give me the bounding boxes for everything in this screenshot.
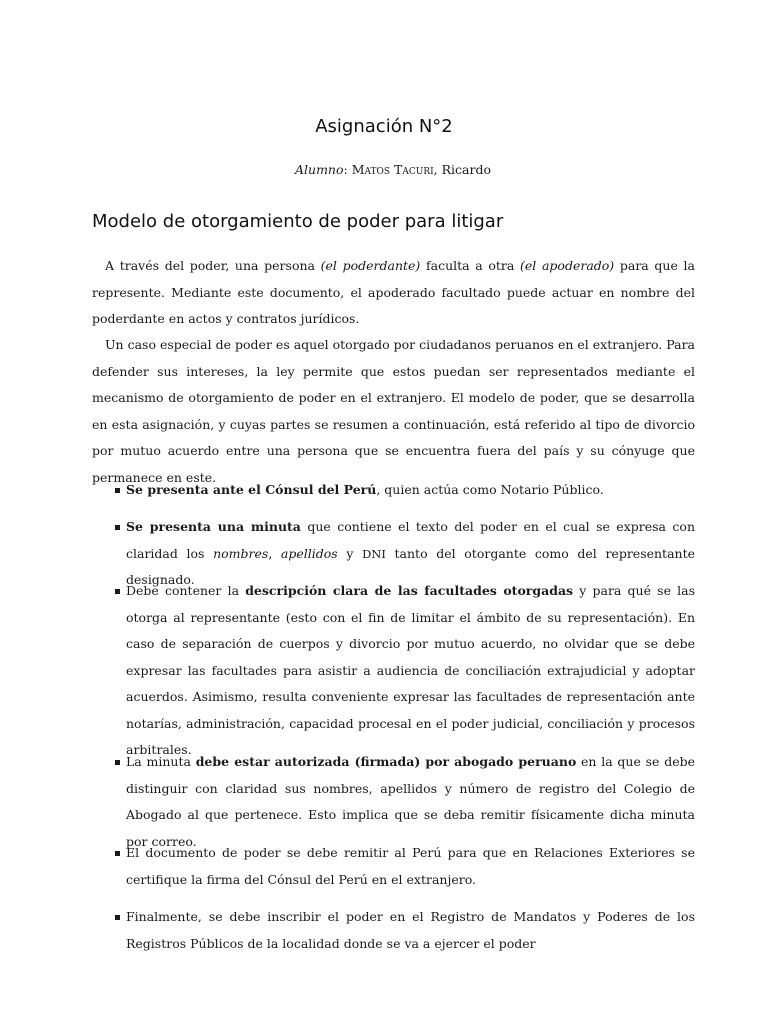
item-text: El documento de poder se debe remitir al Perú para que en Relaciones Exteriores se certifique la firma del Cónsul del Perú en el extranjero. (126, 845, 695, 887)
bullet-icon (115, 488, 120, 493)
item-text: y para qué se las otorga al representante (esto con el fin de limitar el ámbito de su representación). En caso de separación de cuerpos y divorcio por mutuo acuerdo, no olvidar que se debe expresar las facultades para asistir a audiencia de conciliación extrajudicial y adoptar acuerdos. Asimismo, resulta conveniente expresar las facultades de representación ante notarías, administración, capacidad procesal en el poder judicial, conciliación y procesos arbitrales. (126, 583, 695, 757)
list-item (126, 840, 695, 893)
item-text: Finalmente, se debe inscribir el poder en el Registro de Mandatos y Poderes de los Registros Públicos de la localidad donde se va a ejercer el poder (126, 909, 695, 951)
list-item (126, 904, 695, 957)
bullet-icon (115, 851, 120, 856)
list-item (126, 578, 695, 764)
paragraph-text: para que la represente. Mediante este documento, el apoderado facultado puede actuar en nombre del poderdante en actos y contratos jurídicos. (92, 258, 695, 326)
bullet-icon (115, 589, 120, 594)
document-title: Asignación N°2 (315, 116, 453, 137)
item-highlight: descripción clara de las facultades otorgadas (245, 583, 574, 598)
author-given-name: , Ricardo (433, 162, 491, 177)
item-text: que contiene el texto del poder en el cual se expresa con claridad los (126, 519, 695, 561)
author-line (0, 162, 768, 177)
item-text: , (268, 545, 281, 561)
list-item (126, 477, 695, 504)
emphasis-apellidos: apellidos (280, 545, 338, 561)
dni-abbreviation: DNI (362, 546, 386, 561)
paragraph-special-case: Un caso especial de poder es aquel otorgado por ciudadanos peruanos en el extranjero. Para defender sus intereses, la ley permite que estos puedan ser representados mediante el mecanismo de otorgamiento de poder en el extranjero. El modelo de poder, que se desarrolla en esta asignación, y cuyas partes se resumen a continuación, está referido al tipo de divorcio por mutuo acuerdo entre una persona que se encuentra fuera del país y su cónyuge que permanece en este. (92, 337, 695, 485)
item-text: , quien actúa como Notario Público. (376, 482, 604, 497)
item-text: y (337, 545, 363, 561)
item-text: tanto del otorgante como del representante designado. (126, 545, 695, 587)
emphasis-poderdante: (el poderdante) (320, 258, 421, 273)
emphasis-nombres: nombres (213, 545, 269, 561)
paragraph-text: faculta a otra (420, 258, 521, 273)
author-label: Alumno (295, 162, 344, 177)
paragraph-intro (92, 253, 695, 333)
item-text: La minuta (126, 754, 196, 769)
item-highlight: Se presenta una minuta (126, 519, 301, 534)
author-surname: Matos Tacuri (351, 162, 434, 177)
section-title: Modelo de otorgamiento de poder para litigar (92, 211, 504, 232)
paragraph-text: A través del poder, una persona (105, 258, 321, 273)
bullet-icon (115, 915, 120, 920)
item-highlight: debe estar autorizada (firmada) por abogado peruano (195, 754, 577, 769)
bullet-icon (115, 525, 120, 530)
author-separator: : (343, 162, 352, 177)
item-highlight: Se presenta ante el Cónsul del Perú (126, 482, 377, 497)
item-text: Debe contener la (126, 583, 246, 598)
bullet-icon (115, 760, 120, 765)
emphasis-apoderado: (el apoderado) (520, 258, 615, 273)
item-text: en la que se debe distinguir con claridad sus nombres, apellidos y número de registro del Colegio de Abogado al que pertenece. Esto implica que se deba remitir físicamente dicha minuta por correo. (126, 754, 695, 849)
